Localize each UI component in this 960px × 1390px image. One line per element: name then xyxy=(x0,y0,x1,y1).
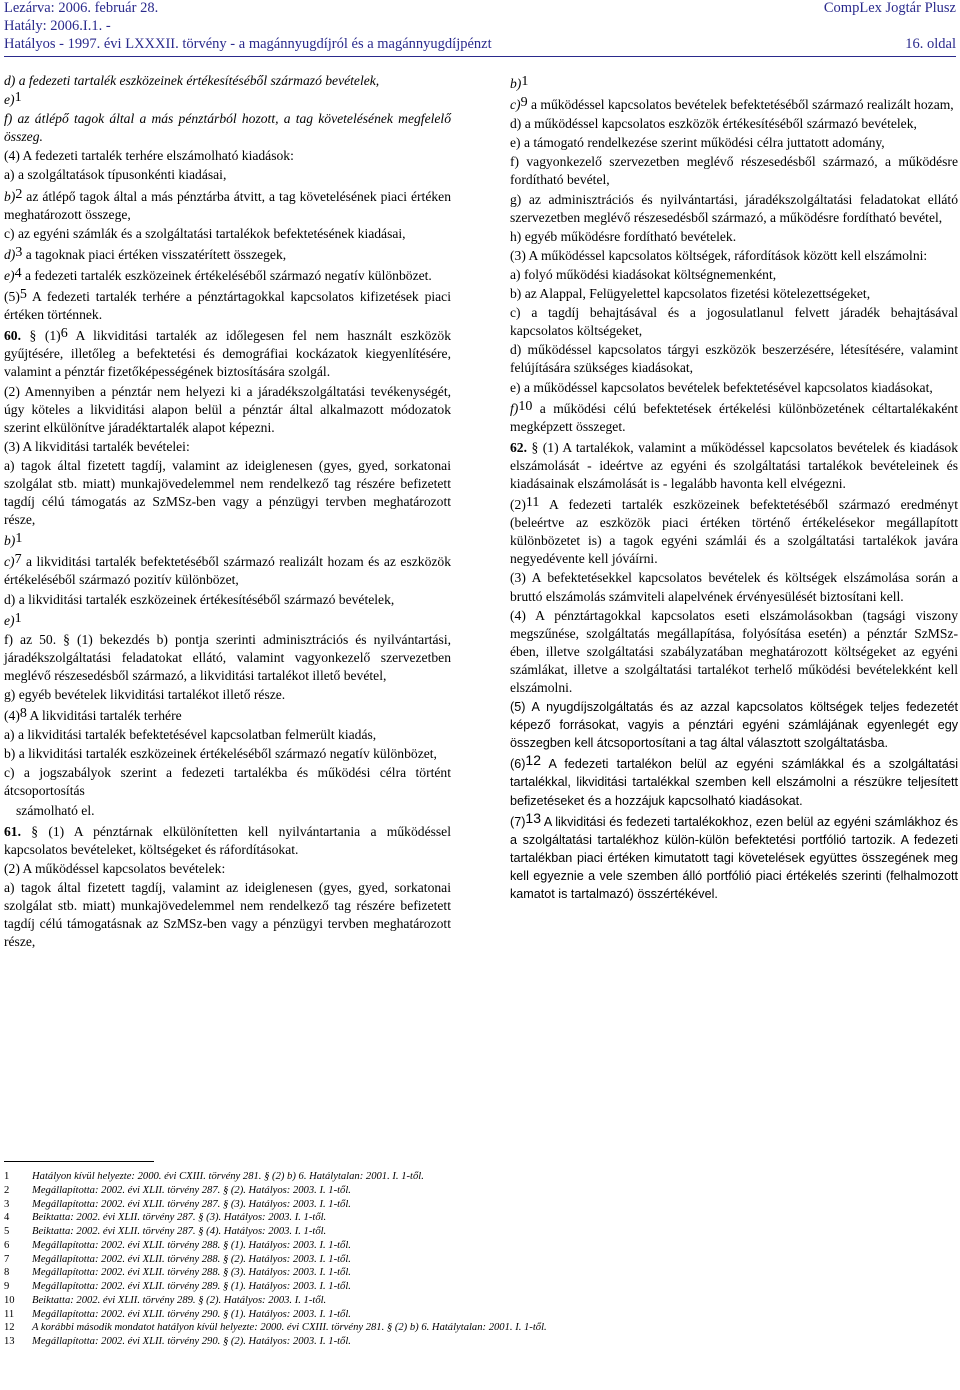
footnote-item xyxy=(4,1225,904,1239)
paragraph: d) a működéssel kapcsolatos eszközök értékesítéséből származó bevételek, xyxy=(510,116,917,132)
footnote-item xyxy=(4,1321,904,1335)
paragraph: d) működéssel kapcsolatos tárgyi eszközök beszerzésére, létesítésére, valamint felújítására szükséges kiadásokat, xyxy=(510,342,958,376)
paragraph: b) a likviditási tartalék eszközeinek értékeléséből származó negatív különbözet, xyxy=(4,746,437,762)
footnote-number: 10 xyxy=(4,1294,15,1306)
paragraph: f) az 50. § (1) bekezdés b) pontja szerinti adminisztrációs és nyilvántartási, járadékszolgáltatási feladatokat ellátó, valamint vagyonkezelő szervezetben meglévő részesedésből származó, a likviditási tartalékot illető bevétel, xyxy=(4,631,451,683)
footnote-ref[interactable]: 13 xyxy=(525,809,541,826)
paragraph: a) folyó működési kiadásokat költségnemenként, xyxy=(510,266,777,282)
footnote-item xyxy=(4,1280,904,1294)
footnote-divider xyxy=(4,1161,154,1162)
footnote-text: Megállapította: 2002. évi XLII. törvény 289. § (1). Hatályos: 2003. I. 1-től. xyxy=(32,1281,351,1292)
footnote-ref[interactable]: 1 xyxy=(14,90,22,106)
paragraph: d) a fedezeti tartalék eszközeinek értékesítéséből származó bevételek, xyxy=(4,73,380,88)
footnote-text: Beiktatta: 2002. évi XLII. törvény 289. § (2). Hatályos: 2003. I. 1-től. xyxy=(32,1294,327,1306)
paragraph: b)$^1$ xyxy=(4,531,23,549)
footnote-item xyxy=(4,1170,904,1184)
footnote-number: 13 xyxy=(4,1336,15,1347)
paragraph: a) tagok által fizetett tagdíj, valamint az ideiglenesen (gyes, gyed, sorkatonai szolgálat stb. miatt) munkajövedelemmel nem rendelkező tag részére befizetett tagdíj célú támogatás az SzMSz-ben vagy a pénzügyi tervben meghatározott része, xyxy=(4,457,451,528)
footnote-text: Megállapította: 2002. évi XLII. törvény 288. § (3). Hatályos: 2003. I. 1-től. xyxy=(32,1267,351,1279)
header-closed-date: Lezárva: 2006. február 28. xyxy=(4,0,159,16)
paragraph: c)$^7$ a likviditási tartalék befektetéséből származó realizált hozam és az eszközök értékeléséből származó pozitív különbözet, xyxy=(4,552,451,588)
footnote-text: Megállapította: 2002. évi XLII. törvény 287. § (2). Hatályos: 2003. I. 1-től. xyxy=(32,1184,351,1196)
paragraph: (3) A befektetésekkel kapcsolatos bevételek és költségek elszámolása során a bruttó elszámolás számviteli alapelvének érvényesülését biztosítani kell. xyxy=(510,570,958,604)
footnote-text: Megállapította: 2002. évi XLII. törvény 290. § (1). Hatályos: 2003. I. 1-től. xyxy=(32,1308,351,1320)
footnote-text: Hatályon kívül helyezte: 2000. évi CXIII. törvény 281. § (2) b) 6. Hatálytalan: 2001. I. 1-től. xyxy=(32,1171,424,1182)
footnote-ref[interactable]: 2 xyxy=(15,186,23,202)
footnote-item xyxy=(4,1253,904,1267)
footnote-list xyxy=(4,1170,904,1349)
footnote-number: 3 xyxy=(4,1198,10,1210)
footnote-ref[interactable]: 8 xyxy=(19,706,27,722)
footnote-text: Megállapította: 2002. évi XLII. törvény 290. § (2). Hatályos: 2003. I. 1-től. xyxy=(32,1336,351,1347)
footnote-item xyxy=(4,1184,904,1198)
paragraph: f)$^{10}$ a működési célú befektetések értékelési különbözetének céltartalékaként megképzett összeget. xyxy=(510,398,958,434)
paragraph: e)$^1$ xyxy=(4,610,22,628)
footnote-ref[interactable]: 4 xyxy=(14,265,22,281)
left-column xyxy=(4,72,451,952)
paragraph: g) az adminisztrációs és nyilvántartási, járadékszolgáltatási feladatokat ellátó szervezetben meglévő részesedésből származó, a működésre fordítható bevétel, xyxy=(510,191,958,225)
header-divider xyxy=(4,56,956,57)
right-column xyxy=(510,72,958,904)
header-product: CompLex Jogtár Plusz xyxy=(823,0,956,16)
footnote-number: 2 xyxy=(4,1184,10,1196)
footnote-item xyxy=(4,1211,904,1225)
paragraph: e)$^1$ xyxy=(4,90,22,108)
footnote-ref[interactable]: 12 xyxy=(525,752,541,769)
section-60: 60. § (1)$^6$ A likviditási tartalék az időlegesen fel nem használt eszközök gyűjtésére, illetőleg a befektetési és demográfiai kockázatok kiegyenlítésére, valamint a pénztár fizetőképességének biztosítására szolgál. xyxy=(4,326,451,380)
paragraph: (4) A fedezeti tartalék terhére elszámolható kiadások: xyxy=(4,148,294,164)
footnote-ref[interactable]: 1 xyxy=(521,74,529,89)
paragraph: e)$^4$ a fedezeti tartalék eszközeinek értékeléséből származó negatív különbözet. xyxy=(4,265,432,283)
section-61: 61. § (1) A pénztárnak elkülönítetten kell nyilvántartania a működéssel kapcsolatos bevételeket, költségeket és ráfordításokat. xyxy=(4,823,451,857)
footnote-text: Beiktatta: 2002. évi XLII. törvény 287. § (4). Hatályos: 2003. I. 1-től. xyxy=(32,1226,327,1237)
paragraph: f) vagyonkezelő szervezetben meglévő részesedésből származó, a működésre fordítható bevétel, xyxy=(510,154,958,188)
paragraph: b) az Alappal, Felügyelettel kapcsolatos fizetési kötelezettségeket, xyxy=(510,286,871,302)
footnote-ref[interactable]: 9 xyxy=(520,95,528,111)
paragraph: b)$^1$ xyxy=(510,74,529,91)
paragraph: számolható el. xyxy=(16,802,95,818)
footnote-number: 11 xyxy=(4,1308,15,1320)
footnote-number: 4 xyxy=(4,1212,10,1224)
footnote-text: Beiktatta: 2002. évi XLII. törvény 287. § (3). Hatályos: 2003. I. 1-től. xyxy=(32,1212,327,1224)
footnote-ref[interactable]: 10 xyxy=(518,398,533,414)
paragraph: (5)$^5$ A fedezeti tartalék terhére a pénztártagokkal kapcsolatos kifizetések piaci értéken történnek. xyxy=(4,287,451,323)
footnote-number: 6 xyxy=(4,1239,10,1251)
paragraph: h) egyéb működésre fordítható bevételek. xyxy=(510,228,737,244)
paragraph: (2)$^{11}$ A fedezeti tartalék eszközeinek befektetéséből származó eredményt (beleértve az eszközök piaci értéken történő értékelésekor megállapított különbözetet is) a tagok egyéni számlái és a szolgáltatási tartalékok javára negyedévente kell jóváírni. xyxy=(510,495,958,567)
footnote-ref[interactable]: 1 xyxy=(14,610,22,626)
paragraph: a) a likviditási tartalék befektetésével kapcsolatban felmerült kiadás, xyxy=(4,727,377,743)
footnote-ref[interactable]: 1 xyxy=(15,531,23,547)
paragraph: e) a működéssel kapcsolatos bevételek befektetésével kapcsolatos kiadásokat, xyxy=(510,379,933,395)
paragraph: (6)$^{12}$ A fedezeti tartalékon belül az egyéni számlákkal és a szolgáltatási tartalékkal, likviditási tartalékkal szemben kell elszámolni a részükre teljesített befizetéseket és a hozzájuk kapcsolható kiadásokat. xyxy=(510,752,958,808)
footnote-number: 9 xyxy=(4,1281,10,1292)
footnote-number: 5 xyxy=(4,1226,10,1237)
footnote-text: A korábbi második mondatot hatályon kívül helyezte: 2000. évi CXIII. törvény 281. § (2) b) 6. Hatálytalan: 2001. I. 1-től. xyxy=(32,1322,547,1334)
paragraph: (7)$^{13}$ A likviditási és fedezeti tartalékokhoz, ezen belül az egyéni számlákhoz és a szolgáltatási tartalékhoz külön-külön befektetési portfólió tartozik. A fedezeti tartalékban piaci értéken kimutatott tagi követelések együttes összegének meg kell egyeznie a vele szemben álló portfólió piaci értékelés szerinti (felhalmozott kamatot is tartalmazó) összértékével. xyxy=(510,809,958,902)
footnote-number: 8 xyxy=(4,1267,10,1279)
footnote-text: Megállapította: 2002. évi XLII. törvény 287. § (3). Hatályos: 2003. I. 1-től. xyxy=(32,1198,351,1210)
footnote-item xyxy=(4,1294,904,1308)
paragraph: (5) A nyugdíjszolgáltatás és az azzal kapcsolatos költségek teljes fedezetét képező forrásokat, vagyis a pénztári egyéni számlájának egyenlegét egy összegben kell átcsoportosítani a tag által választott szolgáltatásba. xyxy=(510,700,958,751)
footnote-item xyxy=(4,1239,904,1253)
footnote-number: 7 xyxy=(4,1253,10,1265)
footnote-ref[interactable]: 7 xyxy=(14,552,22,568)
footnote-item xyxy=(4,1266,904,1280)
paragraph: c)$^9$ a működéssel kapcsolatos bevételek befektetéséből származó realizált hozam, xyxy=(510,95,954,113)
paragraph: a) tagok által fizetett tagdíj, valamint az ideiglenesen (gyes, gyed, sorkatonai szolgálat stb. miatt) munkajövedelemmel nem rendelkező tag részére befizetett tagdíj célú támogatásnak az SzMSz-ben vagy a pénzügyi tervben meghatározott része, xyxy=(4,879,451,950)
footnote-ref[interactable]: 11 xyxy=(525,495,540,511)
paragraph: (2) Amennyiben a pénztár nem helyezi ki a járadékszolgáltatási tevékenységét, úgy köteles a likviditási alapon belül a pénztár által alkalmazott módozatok szerint elkülönítve járadéktartalék alapot képezni. xyxy=(4,383,451,435)
paragraph: e) a támogató rendelkezése szerint működési célra juttatott adomány, xyxy=(510,135,885,151)
paragraph: c) a jogszabályok szerint a fedezeti tartalékba és működési célra történt átcsoportosítás xyxy=(4,765,451,799)
header-effective: Hatály: 2006.I.1. - xyxy=(4,18,111,34)
footnote-item xyxy=(4,1335,904,1349)
header-page-number: 16. oldal xyxy=(905,36,956,52)
header-law-title: Hatályos - 1997. évi LXXXII. törvény - a magánnyugdíjról és a magánnyugdíjpénzt xyxy=(4,36,492,52)
paragraph: d)$^3$ a tagoknak piaci értéken visszatérített összegek, xyxy=(4,244,287,262)
paragraph: (2) A működéssel kapcsolatos bevételek: xyxy=(4,860,226,876)
paragraph: (4) A pénztártagokkal kapcsolatos eseti elszámolásokban (tagsági viszony megszűnése, szolgáltatás megállapítása, folyósítása esetén) a pénztár SzMSz-ében, illetve szolgáltatási szabályzatában meghatározott költségeket az egyéni számlákat, illetve a szolgáltatási tartalékot terhelő működési bevételekként kell elszámolni. xyxy=(510,607,958,695)
paragraph: (4)$^8$ A likviditási tartalék terhére xyxy=(4,706,182,724)
paragraph: d) a likviditási tartalék eszközeinek értékesítéséből származó bevételek, xyxy=(4,591,395,607)
paragraph: f) az átlépő tagok által a más pénztárból hozott, a tag követelésének megfelelő összeg. xyxy=(4,111,451,145)
paragraph: a) a szolgáltatások típusonkénti kiadásai, xyxy=(4,167,227,183)
footnote-number: 1 xyxy=(4,1171,10,1182)
paragraph: (3) A működéssel kapcsolatos költségek, ráfordítások között kell elszámolni: xyxy=(510,247,928,263)
paragraph: c) az egyéni számlák és a szolgáltatási tartalékok befektetésének kiadásai, xyxy=(4,225,406,241)
footnote-ref[interactable]: 5 xyxy=(19,287,27,303)
footnote-text: Megállapította: 2002. évi XLII. törvény 288. § (1). Hatályos: 2003. I. 1-től. xyxy=(32,1239,351,1251)
paragraph: g) egyéb bevételek likviditási tartalékot illető része. xyxy=(4,687,286,702)
footnote-item xyxy=(4,1308,904,1322)
footnote-text: Megállapította: 2002. évi XLII. törvény 288. § (2). Hatályos: 2003. I. 1-től. xyxy=(32,1253,351,1265)
paragraph: (3) A likviditási tartalék bevételei: xyxy=(4,438,190,454)
paragraph: b)$^2$ az átlépő tagok által a más pénztárba átvitt, a tag követelésének piaci értéken meghatározott összege, xyxy=(4,186,451,222)
section-62: 62. § (1) A tartalékok, valamint a működéssel kapcsolatos bevételek és kiadások elszámolását - ideértve az egyéni és szolgáltatási tartalékok bevételeinek és kiadásainak elszámolását is - legalább havonta kell elvégezni. xyxy=(510,439,958,491)
footnote-item xyxy=(4,1198,904,1212)
footnote-ref[interactable]: 3 xyxy=(15,244,23,260)
page-header xyxy=(4,0,956,62)
footnote-ref[interactable]: 6 xyxy=(60,326,68,342)
footnote-number: 12 xyxy=(4,1322,15,1334)
paragraph: c) a tagdíj behajtásával és a jogosulatlanul felvett járadék behajtásával kapcsolatos költségeket, xyxy=(510,305,958,339)
